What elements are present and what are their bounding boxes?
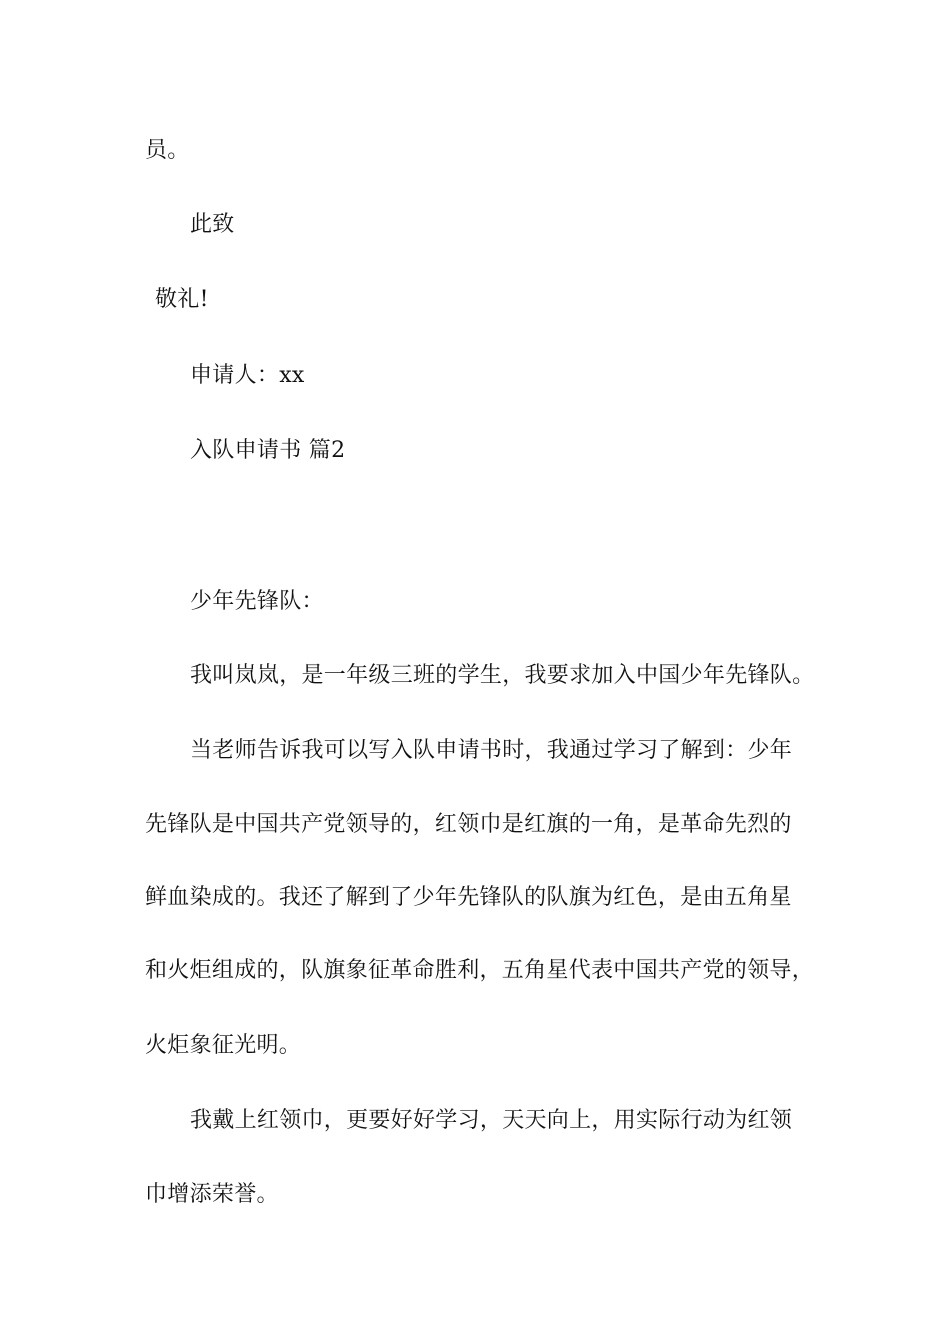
text-line — [0, 661, 950, 691]
text-line — [0, 883, 950, 913]
text-line — [0, 136, 950, 166]
applicant-signature: 申请人：xx — [190, 363, 305, 388]
text-line — [0, 361, 950, 391]
text-line — [0, 587, 950, 617]
text-line — [0, 1180, 950, 1210]
text-line — [0, 1031, 950, 1061]
body-paragraph-line: 我叫岚岚，是一年级三班的学生，我要求加入中国少年先锋队。 — [190, 663, 815, 688]
closing-line: 敬礼! — [155, 287, 209, 312]
salutation-line: 此致 — [190, 212, 235, 237]
body-paragraph-line: 鲜血染成的。我还了解到了少年先锋队的队旗为红色，是由五角星 — [145, 885, 792, 910]
body-paragraph-line: 当老师告诉我可以写入队申请书时，我通过学习了解到：少年 — [190, 738, 793, 763]
text-line — [0, 436, 950, 466]
recipient-line: 少年先锋队： — [190, 589, 324, 614]
text-line — [0, 210, 950, 240]
body-paragraph-line: 巾增添荣誉。 — [145, 1182, 279, 1207]
paragraph-ending: 员。 — [145, 138, 190, 163]
body-paragraph-line: 火炬象征光明。 — [145, 1033, 302, 1058]
section-title: 入队申请书 篇2 — [190, 438, 346, 463]
body-paragraph-line: 先锋队是中国共产党领导的，红领巾是红旗的一角，是革命先烈的 — [145, 812, 792, 837]
text-line — [0, 956, 950, 986]
body-paragraph-line: 和火炬组成的，队旗象征革命胜利，五角星代表中国共产党的领导， — [145, 958, 815, 983]
text-line — [0, 1106, 950, 1136]
text-line — [0, 810, 950, 840]
text-line — [0, 285, 950, 315]
body-paragraph-line: 我戴上红领巾，更要好好学习，天天向上，用实际行动为红领 — [190, 1108, 793, 1133]
text-line — [0, 736, 950, 766]
